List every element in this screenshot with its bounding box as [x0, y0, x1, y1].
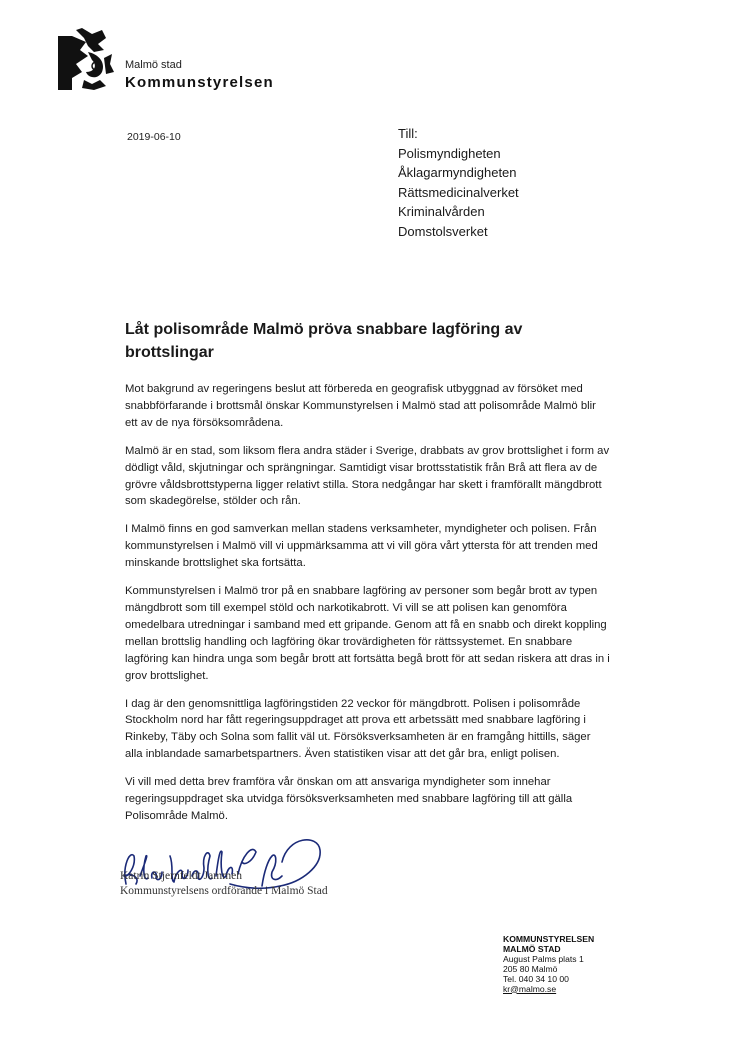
recipient: Domstolsverket: [398, 223, 488, 239]
org-subtitle: Malmö stad: [125, 59, 182, 71]
sender-address: [503, 935, 594, 994]
body-paragraph: I Malmö finns en god samverkan mellan stadens verksamheter, myndigheter och polisen. Från kommunstyrelsen i Malmö vill vi uppmärksamma att vi vill göra vårt yttersta för att trenden med minskande brottslighet ska fortsätta.: [125, 523, 598, 570]
recipients-label: Till:: [398, 126, 418, 141]
body-paragraph: Malmö är en stad, som liksom flera andra städer i Sverige, drabbats av grov brottslighet i form av dödligt våld, skjutningar och sprängningar. Samtidigt visar brottsstatistik från Brå att flera av de grövre våldsbrottstyperna ligger relativt stilla. Stora nedgångar har skett i framförallt mängdbrott som skadegörelse, stölder och rån.: [125, 444, 610, 508]
address-street: August Palms plats 1: [503, 953, 584, 964]
recipient: Åklagarmyndigheten: [398, 165, 517, 180]
address-phone: Tel. 040 34 10 00: [503, 973, 569, 984]
address-line: MALMÖ STAD: [503, 943, 561, 954]
recipients-block: [398, 124, 519, 241]
body-paragraph: Vi vill med detta brev framföra vår önskan om att ansvariga myndigheter som innehar regeringsuppdraget ska utvidga försöksverksamheten med snabbare lagföring till att gälla Polisområde Malmö.: [125, 776, 573, 822]
address-line: KOMMUNSTYRELSEN: [503, 934, 595, 944]
letter-title: Låt polisområde Malmö pröva snabbare lagföring av brottslingar: [125, 321, 523, 361]
address-email-link[interactable]: kr@malmo.se: [503, 983, 557, 994]
signatory-title: Kommunstyrelsens ordförande i Malmö Stad: [120, 885, 328, 897]
body-paragraph: Kommunstyrelsen i Malmö tror på en snabbare lagföring av personer som begår brott av typen mängdbrott som till exempel stöld och narkotikabrott. Vi vill se att polisen kan genomföra omedelbara utredningar i samband med ett gripande. Genom att få en snabb och direkt koppling mellan brottslig handling och lagföring ökar trovärdigheten för rättssystemet. En snabbare lagföring kan hindra unga som begår brott att fortsätta begå brott för att sedan riskera att dras in i grov brottslighet.: [125, 585, 610, 682]
body-paragraph: Mot bakgrund av regeringens beslut att förbereda en geografisk utbyggnad av försöket med snabbförfarande i brottsmål önskar Kommunstyrelsen i Malmö stad att polisområde Malmö blir ett av de nya försöksområdena.: [125, 383, 596, 429]
letter-body: [125, 381, 610, 836]
recipient: Polismyndigheten: [398, 145, 501, 161]
recipient: Rättsmedicinalverket: [398, 184, 519, 200]
body-paragraph: I dag är den genomsnittliga lagföringstiden 22 veckor för mängdbrott. Polisen i polisområde Stockholm nord har fått regeringsuppdraget att prova ett arbetssätt med snabbare lagföring i Rinkeby, Täby och Solna som fallit väl ut. Försöksverksamheten är en framgång hittills, säger alla inblandade samarbetspartners. Även statistiken visar att det går bra, enligt polisen.: [125, 697, 591, 761]
address-postal: 205 80 Malmö: [503, 963, 558, 974]
letter-date: 2019-06-10: [127, 131, 181, 143]
org-name: Kommunstyrelsen: [125, 74, 274, 91]
recipient: Kriminalvården: [398, 204, 485, 219]
malmo-coat-of-arms-logo: [58, 28, 114, 90]
signatory-name: Katrin Stjernfeldt Jammeh: [120, 870, 242, 882]
